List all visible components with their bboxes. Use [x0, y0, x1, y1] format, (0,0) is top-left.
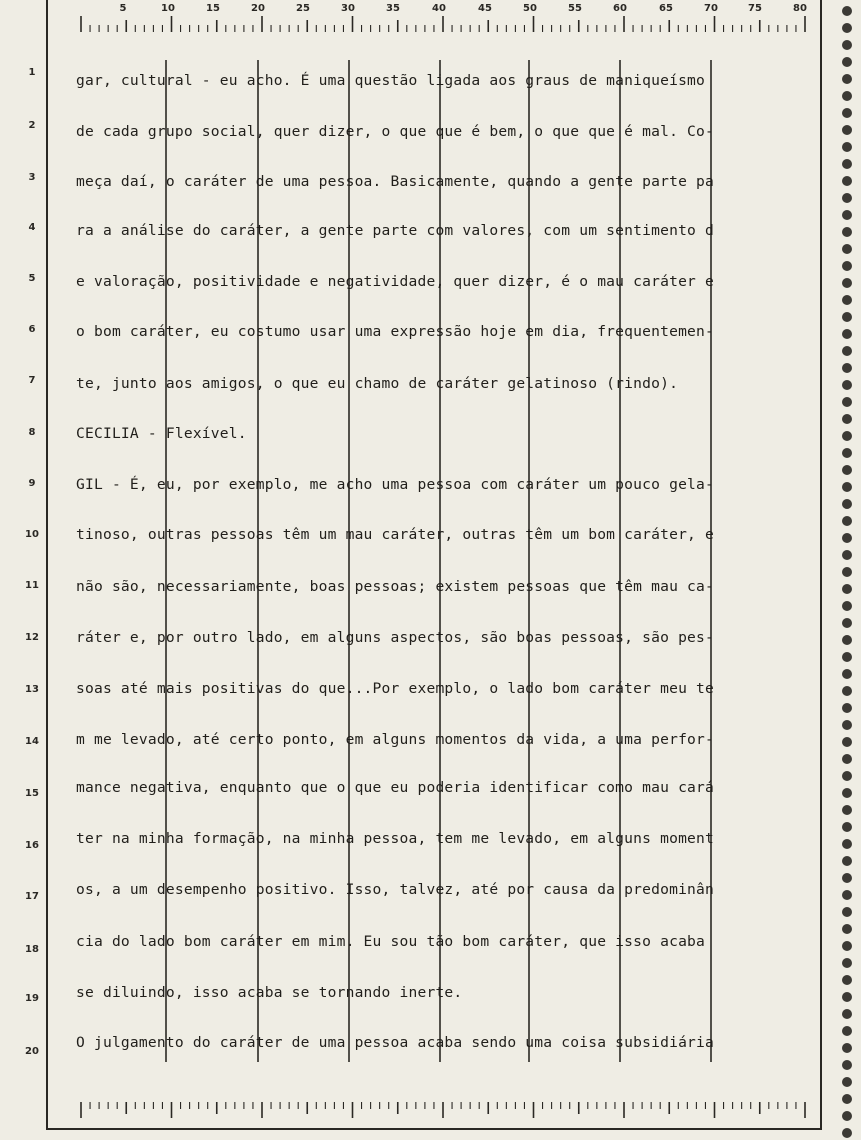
- line-number: 1: [28, 67, 36, 78]
- perforation-hole: [842, 244, 852, 254]
- perforation-hole: [842, 567, 852, 577]
- line-number: 6: [28, 324, 36, 335]
- line-number: 12: [25, 632, 39, 643]
- text-line: tinoso, outras pessoas têm um mau caráter, outras têm um bom caráter, e: [76, 526, 715, 543]
- perforation-hole: [842, 788, 852, 798]
- text-line: gar, cultural - eu acho. É uma questão ligada aos graus de maniqueísmo: [76, 72, 706, 89]
- ruler-label: 75: [748, 3, 762, 14]
- perforation-strip: [838, 0, 856, 1140]
- perforation-hole: [842, 295, 852, 305]
- perforation-hole: [842, 1009, 852, 1019]
- text-line: os, a um desempenho positivo. Isso, talvez, até por causa da predominân: [76, 881, 715, 898]
- text-line: e valoração, positividade e negatividade, quer dizer, é o mau caráter e: [76, 273, 715, 290]
- text-line: CECILIA - Flexível.: [76, 425, 247, 442]
- perforation-hole: [842, 159, 852, 169]
- perforation-hole: [842, 465, 852, 475]
- perforation-hole: [842, 1060, 852, 1070]
- line-number: 8: [28, 427, 36, 438]
- text-line: m me levado, até certo ponto, em alguns momentos da vida, a uma perfor-: [76, 731, 715, 748]
- line-number: 2: [28, 120, 36, 131]
- text-line: ra a análise do caráter, a gente parte com valores, com um sentimento d: [76, 222, 715, 239]
- line-number: 7: [28, 375, 36, 386]
- text-line: se diluindo, isso acaba se tornando inerte.: [76, 984, 463, 1001]
- line-number: 10: [25, 529, 39, 540]
- text-line: soas até mais positivas do que...Por exemplo, o lado bom caráter meu te: [76, 680, 715, 697]
- ruler-label: 45: [478, 3, 492, 14]
- perforation-hole: [842, 771, 852, 781]
- line-number: 14: [25, 736, 39, 747]
- perforation-hole: [842, 1077, 852, 1087]
- perforation-hole: [842, 142, 852, 152]
- perforation-hole: [842, 669, 852, 679]
- perforation-hole: [842, 805, 852, 815]
- text-line: não são, necessariamente, boas pessoas; existem pessoas que têm mau ca-: [76, 578, 715, 595]
- perforation-hole: [842, 363, 852, 373]
- perforation-hole: [842, 618, 852, 628]
- page-frame: [46, 0, 822, 1130]
- text-line: GIL - É, eu, por exemplo, me acho uma pessoa com caráter um pouco gela-: [76, 476, 715, 493]
- perforation-hole: [842, 1043, 852, 1053]
- perforation-hole: [842, 380, 852, 390]
- perforation-hole: [842, 686, 852, 696]
- text-line: mance negativa, enquanto que o que eu poderia identificar como mau cará: [76, 779, 715, 796]
- ruler-label: 55: [568, 3, 582, 14]
- perforation-hole: [842, 601, 852, 611]
- perforation-hole: [842, 941, 852, 951]
- ruler-label: 65: [659, 3, 673, 14]
- perforation-hole: [842, 754, 852, 764]
- line-number: 15: [25, 788, 39, 799]
- ruler-label: 40: [432, 3, 446, 14]
- perforation-hole: [842, 652, 852, 662]
- perforation-hole: [842, 958, 852, 968]
- text-line: o bom caráter, eu costumo usar uma expressão hoje em dia, frequentemen-: [76, 323, 715, 340]
- perforation-hole: [842, 312, 852, 322]
- line-number: 16: [25, 840, 39, 851]
- perforation-hole: [842, 261, 852, 271]
- perforation-hole: [842, 482, 852, 492]
- perforation-hole: [842, 431, 852, 441]
- text-line: de cada grupo social, quer dizer, o que que é bem, o que que é mal. Co-: [76, 123, 715, 140]
- perforation-hole: [842, 176, 852, 186]
- perforation-hole: [842, 924, 852, 934]
- line-number: 13: [25, 684, 39, 695]
- perforation-hole: [842, 91, 852, 101]
- perforation-hole: [842, 992, 852, 1002]
- line-number: 20: [25, 1046, 39, 1057]
- perforation-hole: [842, 227, 852, 237]
- perforation-hole: [842, 720, 852, 730]
- perforation-hole: [842, 210, 852, 220]
- ruler-label: 20: [251, 3, 265, 14]
- perforation-hole: [842, 278, 852, 288]
- perforation-hole: [842, 414, 852, 424]
- perforation-hole: [842, 584, 852, 594]
- perforation-hole: [842, 516, 852, 526]
- line-number: 9: [28, 478, 36, 489]
- perforation-hole: [842, 346, 852, 356]
- text-line: cia do lado bom caráter em mim. Eu sou tão bom caráter, que isso acaba: [76, 933, 706, 950]
- perforation-hole: [842, 873, 852, 883]
- perforation-hole: [842, 856, 852, 866]
- ruler-label: 30: [341, 3, 355, 14]
- ruler-label: 80: [793, 3, 807, 14]
- perforation-hole: [842, 1128, 852, 1138]
- perforation-hole: [842, 108, 852, 118]
- ruler-label: 5: [119, 3, 127, 14]
- ruler-label: 25: [296, 3, 310, 14]
- perforation-hole: [842, 40, 852, 50]
- text-line: te, junto aos amigos, o que eu chamo de caráter gelatinoso (rindo).: [76, 375, 679, 392]
- perforation-hole: [842, 907, 852, 917]
- ruler-label: 50: [523, 3, 537, 14]
- ruler-label: 15: [206, 3, 220, 14]
- line-number: 11: [25, 580, 39, 591]
- perforation-hole: [842, 1111, 852, 1121]
- line-number: 17: [25, 891, 39, 902]
- perforation-hole: [842, 74, 852, 84]
- line-number: 4: [28, 222, 36, 233]
- line-number: 19: [25, 993, 39, 1004]
- perforation-hole: [842, 329, 852, 339]
- ruler-label: 60: [613, 3, 627, 14]
- perforation-hole: [842, 448, 852, 458]
- perforation-hole: [842, 550, 852, 560]
- perforation-hole: [842, 635, 852, 645]
- perforation-hole: [842, 1026, 852, 1036]
- line-number: 18: [25, 944, 39, 955]
- perforation-hole: [842, 822, 852, 832]
- perforation-hole: [842, 193, 852, 203]
- text-line: ter na minha formação, na minha pessoa, tem me levado, em alguns moment: [76, 830, 715, 847]
- perforation-hole: [842, 975, 852, 985]
- perforation-hole: [842, 125, 852, 135]
- ruler-label: 35: [386, 3, 400, 14]
- perforation-hole: [842, 533, 852, 543]
- line-number: 3: [28, 172, 36, 183]
- ruler-label: 70: [704, 3, 718, 14]
- text-line: meça daí, o caráter de uma pessoa. Basicamente, quando a gente parte pa: [76, 173, 715, 190]
- perforation-hole: [842, 499, 852, 509]
- perforation-hole: [842, 839, 852, 849]
- perforation-hole: [842, 890, 852, 900]
- perforation-hole: [842, 703, 852, 713]
- perforation-hole: [842, 1094, 852, 1104]
- ruler-label: 10: [161, 3, 175, 14]
- text-line: O julgamento do caráter de uma pessoa acaba sendo uma coisa subsidiária: [76, 1034, 715, 1051]
- perforation-hole: [842, 57, 852, 67]
- perforation-hole: [842, 23, 852, 33]
- perforation-hole: [842, 397, 852, 407]
- line-number: 5: [28, 273, 36, 284]
- perforation-hole: [842, 6, 852, 16]
- perforation-hole: [842, 737, 852, 747]
- text-line: ráter e, por outro lado, em alguns aspectos, são boas pessoas, são pes-: [76, 629, 715, 646]
